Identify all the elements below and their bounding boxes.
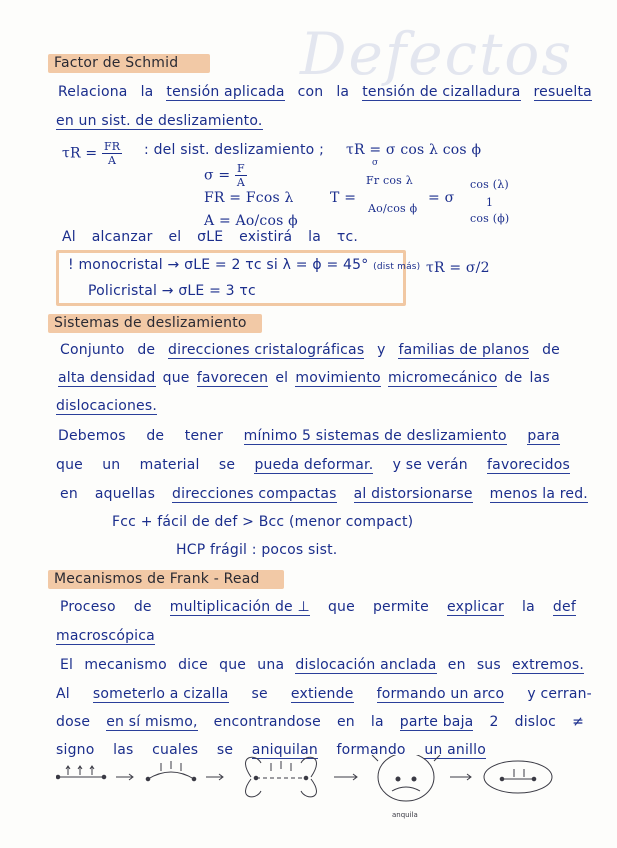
text-line: Al someterlo a cizalla se extiende formando un arco y cerran- xyxy=(56,686,592,702)
eq-sigma: = σ xyxy=(428,190,455,206)
text-line: El mecanismo dice que una dislocación anclada en sus extremos. xyxy=(60,657,584,673)
text-line: HCP frágil : pocos sist. xyxy=(176,542,338,558)
text-line: Conjunto de direcciones cristalográficas y familias de planos de xyxy=(60,342,560,358)
heading-factor-schmid: Factor de Schmid xyxy=(54,55,179,71)
text-line: signo las cuales se aniquilan formando un anillo xyxy=(56,742,486,758)
text-system: : del sist. deslizamiento ; xyxy=(144,142,325,158)
text-line: Al alcanzar el σLE existirá la τc. xyxy=(62,229,358,245)
text-line: Fcc + fácil de def > Bcc (menor compact) xyxy=(112,514,414,530)
text-line: dose en sí mismo, encontrandose en la parte baja 2 disloc ≠ xyxy=(56,714,584,730)
formula-t: T = xyxy=(330,190,357,206)
text-line: Debemos de tener mínimo 5 sistemas de deslizamiento para xyxy=(58,428,560,444)
one-label: 1 xyxy=(486,196,494,209)
text-line: que un material se pueda deformar. y se verán favorecidos xyxy=(56,457,570,473)
formula-tau-r: τR = $\frac{FR}{A}$ xyxy=(62,140,121,167)
sigma-label: σ xyxy=(372,158,379,168)
formula-area: A = Ao/cos ϕ xyxy=(204,213,298,229)
monocrystal-line: ! monocristal → σLE = 2 τc si λ = ϕ = 45° (dist más) xyxy=(68,257,421,273)
cos-lambda: cos (λ) xyxy=(470,178,509,191)
heading-frank-read: Mecanismos de Frank - Read xyxy=(54,571,260,587)
text-line: Relaciona la tensión aplicada con la tensión de cizalladura resuelta xyxy=(58,84,592,100)
cos-phi: cos (ϕ) xyxy=(470,212,510,225)
formula-schmid: τR = σ cos λ cos ϕ xyxy=(346,142,482,158)
polycrystal-line: Policristal → σLE = 3 τc xyxy=(88,283,256,299)
annotation-label: anquila xyxy=(392,811,418,819)
text-line: macroscópica xyxy=(56,628,155,644)
formula-fr: FR = Fcos λ xyxy=(204,190,294,206)
text-line: en un sist. de deslizamiento. xyxy=(56,113,263,129)
background-faint-title: Defectos xyxy=(300,20,574,88)
frcos-label: Fr cos λ xyxy=(366,174,413,187)
formula-sigma: σ = $\frac{F}{A}$ xyxy=(204,162,245,189)
tau-side-note: τR = σ/2 xyxy=(426,260,490,276)
text-line: alta densidad que favorecen el movimiento micromecánico de las xyxy=(58,370,550,386)
frank-read-diagram xyxy=(56,755,556,825)
text-line: Proceso de multiplicación de ⊥ que permite explicar la def xyxy=(60,599,576,615)
heading-sistemas: Sistemas de deslizamiento xyxy=(54,315,247,331)
aocos-label: Ao/cos ϕ xyxy=(368,202,418,215)
text-line: en aquellas direcciones compactas al distorsionarse menos la red. xyxy=(60,486,588,502)
text-line: dislocaciones. xyxy=(56,398,157,414)
